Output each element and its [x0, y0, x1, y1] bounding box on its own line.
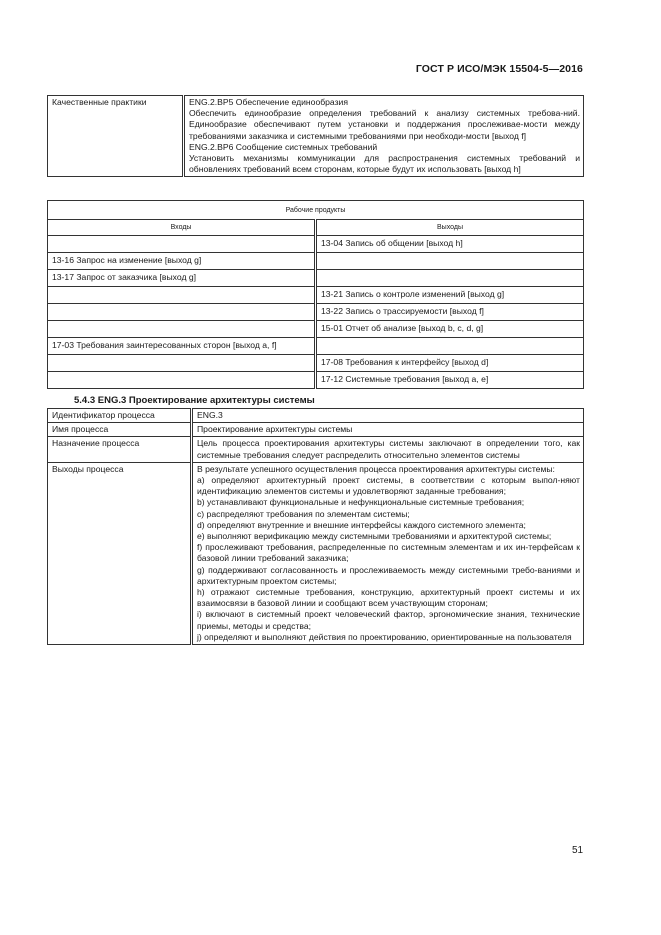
output-cell	[316, 253, 584, 270]
outcome-item: a) определяют архитектурный проект системы, в соответствии с которым выпол-няют идентификацию элементов системы и удовлетворяют заданные требования;	[197, 475, 580, 497]
output-cell	[316, 338, 584, 355]
input-cell	[48, 372, 316, 389]
table-row	[48, 338, 584, 355]
input-cell	[48, 355, 316, 372]
outcome-item: c) распределяют требования по элементам системы;	[197, 508, 410, 519]
inputs-header: Входы	[48, 220, 316, 236]
input-cell	[48, 236, 316, 253]
table-row	[48, 321, 584, 338]
input-cell	[48, 321, 316, 338]
table-row	[48, 372, 584, 389]
outcome-item: g) поддерживают согласованность и прослеживаемость между системными требо-ваниями и архитектурным проектом системы;	[197, 564, 580, 586]
output-cell: 13-22 Запись о трассируемости [выход f]	[316, 304, 584, 321]
output-cell	[316, 270, 584, 287]
table-row	[48, 236, 584, 253]
outcome-item: b) устанавливают функциональные и нефункциональные системные требования;	[197, 497, 525, 508]
process-id-value: ENG.3	[192, 409, 584, 423]
outcome-item: i) включают в системный проект человеческий фактор, эргономические знания, технические приемы, методы и средства;	[197, 609, 580, 631]
outcome-item: e) выполняют верификацию между системными требованиями и архитектурой системы;	[197, 531, 552, 542]
process-name-label: Имя процесса	[48, 423, 192, 437]
table-row	[48, 423, 584, 437]
process-purpose-value: Цель процесса проектирования архитектуры системы заключают в определении того, как системные требования следует распределить относительно элементов системы	[192, 437, 584, 462]
section-title: 5.4.3 ENG.3 Проектирование архитектуры системы	[74, 395, 315, 406]
practice-title: ENG.2.BP6 Сообщение системных требований	[189, 141, 378, 152]
table-row	[48, 437, 584, 462]
table-row	[48, 462, 584, 644]
process-name-value: Проектирование архитектуры системы	[192, 423, 584, 437]
outcome-item: j) определяют и выполняют действия по проектированию, ориентированные на пользователя	[197, 631, 572, 642]
table-row	[48, 355, 584, 372]
practices-table	[47, 95, 584, 177]
process-outcomes-label: Выходы процесса	[48, 462, 192, 644]
input-cell: 13-16 Запрос на изменение [выход g]	[48, 253, 316, 270]
output-cell: 17-08 Требования к интерфейсу [выход d]	[316, 355, 584, 372]
output-cell: 15-01 Отчет об анализе [выход b, c, d, g]	[316, 321, 584, 338]
document-header: ГОСТ Р ИСО/МЭК 15504-5—2016	[415, 63, 583, 75]
outputs-header: Выходы	[316, 220, 584, 236]
table-row	[48, 287, 584, 304]
process-id-label: Идентификатор процесса	[48, 409, 192, 423]
process-table	[47, 408, 584, 645]
practice-title: ENG.2.BP5 Обеспечение единообразия	[189, 97, 349, 107]
work-products-table	[47, 200, 584, 389]
outcome-item: h) отражают системные требования, конструкцию, архитектурный проект системы и их взаимосвязи в базовой линии и сообщают всем участвующим сторонам;	[197, 587, 580, 609]
practices-label: Качественные практики	[48, 96, 184, 177]
input-cell: 13-17 Запрос от заказчика [выход g]	[48, 270, 316, 287]
practices-content	[184, 96, 584, 177]
practice-description: Обеспечить единообразие определения требований к анализу системных требова-ний. Единообразие обеспечивают путем установки и поддержания прослеживае-мости между требованиями заказчика и системными требованиями при необходи-мости [выход f]	[189, 108, 580, 141]
input-cell: 17-03 Требования заинтересованных сторон [выход a, f]	[48, 338, 316, 355]
outcome-item: В результате успешного осуществления процесса проектирования архитектуры системы:	[197, 463, 555, 474]
output-cell: 13-21 Запись о контроле изменений [выход g]	[316, 287, 584, 304]
page-number: 51	[572, 845, 584, 856]
output-cell: 13-04 Запись об общении [выход h]	[316, 236, 584, 253]
work-products-title: Рабочие продукты	[48, 201, 584, 220]
input-cell	[48, 304, 316, 321]
process-outcomes-list	[192, 462, 584, 644]
table-row	[48, 304, 584, 321]
input-cell	[48, 287, 316, 304]
practice-description: Установить механизмы коммуникации для распространения системных требований и обновлениях требований всем сторонам, которые будут их использовать [выход h]	[189, 153, 580, 175]
outcome-item: d) определяют внутренние и внешние интерфейсы каждого системного элемента;	[197, 519, 526, 530]
table-row	[48, 270, 584, 287]
output-cell: 17-12 Системные требования [выход a, e]	[316, 372, 584, 389]
table-row	[48, 409, 584, 423]
process-purpose-label: Назначение процесса	[48, 437, 192, 462]
table-row	[48, 253, 584, 270]
outcome-item: f) прослеживают требования, распределенные по системным элементам и их ин-терфейсам к базовой линии требований заказчика;	[197, 542, 580, 564]
